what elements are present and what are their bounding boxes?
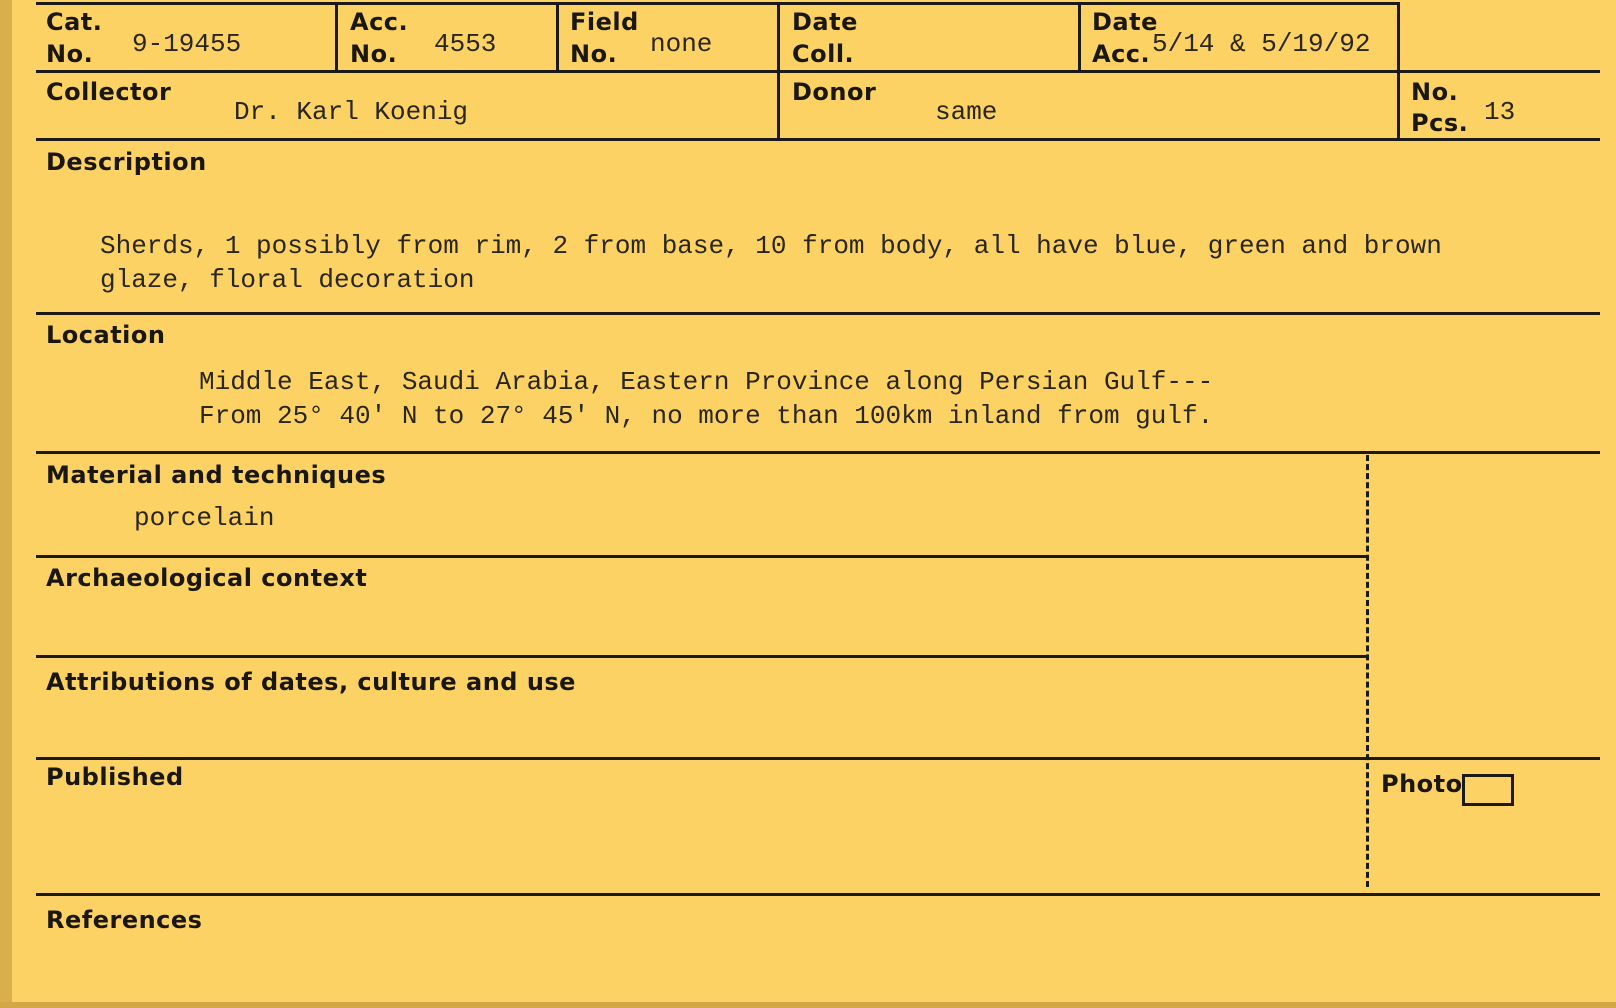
archaeological-context-line [36, 655, 1369, 658]
donor-label: Donor [792, 78, 877, 106]
divider-acc-field [556, 2, 559, 72]
collector-label: Collector [46, 78, 172, 106]
field-label-1: Field [570, 8, 639, 36]
attributions-label: Attributions of dates, culture and use [46, 668, 576, 696]
location-line-2: From 25° 40' N to 27° 45' N, no more than 100km inland from gulf. [199, 401, 1214, 431]
material-line [36, 555, 1369, 558]
cat-label-1: Cat. [46, 8, 103, 36]
cat-label-2: No. [46, 40, 94, 68]
field-no-value: none [650, 29, 713, 59]
description-line [36, 312, 1600, 315]
date-coll-label-2: Coll. [792, 40, 855, 68]
field-label-2: No. [570, 40, 618, 68]
collector-row-line [36, 138, 1600, 141]
location-line [36, 451, 1600, 454]
divider-dateacc-end [1397, 2, 1400, 72]
cat-no-value: 9-19455 [132, 29, 242, 59]
photo-label: Photo [1381, 770, 1463, 798]
top-border [36, 2, 1400, 5]
divider-field-datecoll [777, 2, 780, 72]
description-line-1: Sherds, 1 possibly from rim, 2 from base, 10 from body, all have blue, green and brown [100, 231, 1442, 261]
archaeological-context-label: Archaeological context [46, 564, 368, 592]
photo-column-divider [1366, 455, 1369, 887]
references-label: References [46, 906, 203, 934]
acc-no-value: 4553 [434, 29, 497, 59]
donor-value: same [935, 97, 998, 127]
attributions-line [36, 757, 1600, 760]
location-label: Location [46, 321, 166, 349]
acc-label-1: Acc. [350, 8, 409, 36]
divider-collector-donor [777, 70, 780, 140]
published-label: Published [46, 763, 184, 791]
divider-donor-pcs [1397, 70, 1400, 140]
pcs-value: 13 [1484, 97, 1516, 127]
photo-checkbox[interactable] [1462, 774, 1514, 806]
date-coll-label-1: Date [792, 8, 858, 36]
divider-cat-acc [335, 2, 338, 72]
acc-label-2: No. [350, 40, 398, 68]
divider-datecoll-dateacc [1078, 2, 1081, 72]
published-line [36, 893, 1600, 896]
card-bottom-edge [0, 1002, 1616, 1008]
description-line-2: glaze, floral decoration [100, 265, 475, 295]
pcs-label-1: No. [1411, 78, 1459, 106]
date-acc-value: 5/14 & 5/19/92 [1152, 29, 1371, 59]
header-row-line [36, 70, 1600, 73]
material-value: porcelain [134, 503, 275, 533]
collector-value: Dr. Karl Koenig [234, 97, 469, 127]
card-left-edge [0, 0, 12, 1008]
location-line-1: Middle East, Saudi Arabia, Eastern Province along Persian Gulf--- [199, 367, 1214, 397]
pcs-label-2: Pcs. [1411, 109, 1469, 137]
date-acc-label-1: Date [1092, 8, 1158, 36]
date-acc-label-2: Acc. [1092, 40, 1151, 68]
material-label: Material and techniques [46, 461, 387, 489]
description-label: Description [46, 148, 207, 176]
